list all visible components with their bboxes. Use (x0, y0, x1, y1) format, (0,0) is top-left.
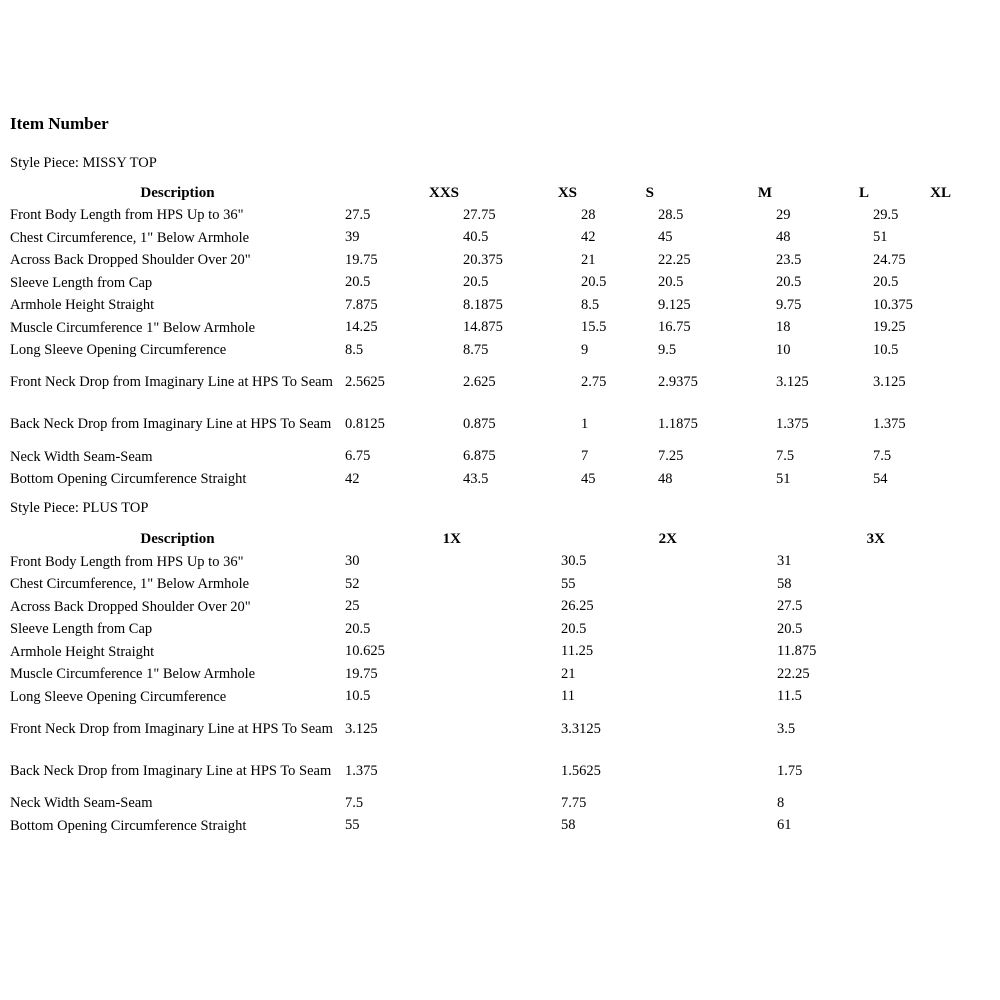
measurement-value: 1.375 (873, 416, 906, 432)
plus-size-table (10, 529, 945, 838)
measurement-value: 6.75 (345, 448, 371, 465)
measurement-value: 9 (581, 341, 589, 358)
measurement-value: 2.5625 (345, 374, 385, 390)
measurement-value: 51 (776, 470, 791, 487)
measurement-value: 1.1875 (658, 416, 698, 432)
measurement-value: 27.75 (463, 206, 496, 223)
measurement-value: 42 (581, 229, 596, 246)
measurement-value: 43.5 (463, 470, 489, 487)
plus-table-row (10, 596, 945, 619)
measurement-description: Bottom Opening Circumference Straight (10, 471, 247, 488)
measurement-value: 18 (776, 319, 791, 336)
measurement-description: Front Neck Drop from Imaginary Line at HPS To Seam (10, 720, 333, 737)
measurement-value: 8.5 (345, 341, 364, 358)
measurement-value: 30 (345, 553, 360, 570)
measurement-value: 52 (345, 575, 360, 592)
measurement-value: 20.5 (777, 620, 803, 637)
measurement-value: 0.875 (463, 416, 496, 432)
measurement-value: 1.75 (777, 762, 803, 779)
measurement-value: 55 (561, 575, 576, 592)
plus-table-row (10, 686, 945, 709)
missy-table-row (10, 204, 955, 227)
measurement-value: 20.5 (658, 274, 684, 291)
missy-header-size: S (645, 184, 654, 201)
measurement-value: 45 (581, 470, 596, 487)
plus-table-row (10, 618, 945, 641)
measurement-value: 7.75 (561, 794, 587, 811)
measurement-value: 1.375 (776, 416, 809, 432)
missy-table-row (10, 317, 955, 340)
measurement-value: 26.25 (561, 598, 594, 615)
measurement-description: Armhole Height Straight (10, 643, 155, 660)
measurement-value: 7.5 (776, 448, 795, 465)
measurement-value: 20.375 (463, 251, 503, 268)
measurement-value: 42 (345, 470, 360, 487)
measurement-value: 20.5 (776, 274, 802, 291)
measurement-description: Chest Circumference, 1" Below Armhole (10, 229, 250, 246)
measurement-value: 11.25 (561, 643, 594, 660)
measurement-value: 19.25 (873, 319, 906, 336)
measurement-value: 3.5 (777, 720, 796, 737)
plus-table-row (10, 792, 945, 815)
measurement-value: 8 (777, 794, 785, 811)
measurement-value: 31 (777, 553, 792, 570)
measurement-value: 19.75 (345, 665, 378, 682)
measurement-value: 45 (658, 229, 673, 246)
measurement-description: Back Neck Drop from Imaginary Line at HPS To Seam (10, 762, 332, 779)
measurement-value: 58 (777, 575, 792, 592)
measurement-value: 1.5625 (561, 762, 601, 779)
measurement-value: 7.25 (658, 448, 684, 465)
plus-header-size: 2X (658, 531, 677, 547)
measurement-value: 9.5 (658, 341, 677, 358)
measurement-value: 21 (581, 251, 596, 268)
measurement-value: 8.75 (463, 341, 489, 358)
missy-header-size: M (757, 184, 772, 201)
missy-table-row (10, 272, 955, 295)
measurement-description: Back Neck Drop from Imaginary Line at HPS To Seam (10, 416, 332, 433)
measurement-value: 7.875 (345, 296, 378, 313)
measurement-value: 48 (776, 229, 791, 246)
missy-style-label: Style Piece: MISSY TOP (10, 155, 157, 171)
plus-table-row (10, 573, 945, 596)
missy-table-row (10, 404, 955, 446)
measurement-description: Front Neck Drop from Imaginary Line at HPS To Seam (10, 374, 333, 391)
measurement-value: 19.75 (345, 251, 378, 268)
measurement-description: Chest Circumference, 1" Below Armhole (10, 576, 250, 593)
measurement-value: 2.9375 (658, 374, 698, 390)
measurement-value: 11.875 (777, 643, 817, 660)
missy-table-row (10, 339, 955, 362)
plus-header-size: 1X (442, 531, 461, 547)
measurement-value: 3.125 (873, 374, 906, 390)
measurement-value: 24.75 (873, 251, 906, 268)
page-title: Item Number (10, 114, 109, 133)
measurement-value: 55 (345, 817, 360, 834)
plus-table-row (10, 551, 945, 574)
measurement-value: 6.875 (463, 448, 496, 465)
measurement-description: Sleeve Length from Cap (10, 621, 153, 638)
measurement-value: 7.5 (873, 448, 892, 465)
missy-header-size: L (858, 184, 869, 201)
measurement-value: 20.5 (873, 274, 899, 291)
measurement-value: 20.5 (463, 274, 489, 291)
measurement-value: 51 (873, 229, 888, 246)
measurement-value: 23.5 (776, 251, 802, 268)
measurement-value: 11 (561, 688, 575, 705)
measurement-value: 25 (345, 598, 360, 615)
measurement-value: 1 (581, 416, 589, 432)
measurement-value: 27.5 (777, 598, 803, 615)
missy-header-size: XXS (428, 184, 459, 201)
measurement-value: 11.5 (777, 688, 802, 705)
measurement-description: Across Back Dropped Shoulder Over 20" (10, 598, 251, 615)
measurement-description: Long Sleeve Opening Circumference (10, 342, 227, 359)
measurement-value: 10.5 (345, 688, 371, 705)
measurement-value: 2.625 (463, 374, 496, 390)
measurement-description: Neck Width Seam-Seam (10, 448, 153, 465)
measurement-value: 10.375 (873, 296, 913, 313)
measurement-value: 58 (561, 817, 576, 834)
measurement-value: 27.5 (345, 206, 371, 223)
measurement-value: 61 (777, 817, 792, 834)
missy-table-row (10, 249, 955, 272)
measurement-value: 16.75 (658, 319, 691, 336)
measurement-value: 20.5 (345, 620, 371, 637)
missy-table-row (10, 294, 955, 317)
measurement-value: 9.125 (658, 296, 691, 313)
measurement-value: 15.5 (581, 319, 607, 336)
plus-table-row (10, 750, 945, 792)
measurement-value: 3.125 (776, 374, 809, 390)
measurement-description: Armhole Height Straight (10, 297, 155, 314)
measurement-value: 8.5 (581, 296, 600, 313)
measurement-value: 14.875 (463, 319, 503, 336)
measurement-value: 10.5 (873, 341, 899, 358)
measurement-value: 20.5 (345, 274, 371, 291)
missy-header-row (10, 182, 955, 204)
plus-table-row (10, 663, 945, 686)
measurement-value: 30.5 (561, 553, 587, 570)
plus-table-row (10, 815, 945, 838)
measurement-value: 14.25 (345, 319, 378, 336)
measurement-value: 48 (658, 470, 673, 487)
measurement-value: 22.25 (658, 251, 691, 268)
plus-header-size: 3X (866, 531, 885, 547)
measurement-value: 28.5 (658, 206, 684, 223)
missy-size-table (10, 182, 955, 491)
measurement-value: 2.75 (581, 374, 607, 390)
measurement-value: 21 (561, 665, 576, 682)
measurement-value: 28 (581, 206, 596, 223)
measurement-value: 3.125 (345, 720, 378, 737)
plus-header-row (10, 529, 945, 551)
measurement-value: 20.5 (561, 620, 587, 637)
measurement-value: 39 (345, 229, 360, 246)
measurement-value: 9.75 (776, 296, 802, 313)
measurement-value: 29.5 (873, 206, 899, 223)
missy-header-size: XS (557, 184, 577, 201)
missy-header-size: XL (930, 184, 951, 201)
missy-table-row (10, 227, 955, 250)
plus-header-description: Description (140, 531, 215, 547)
measurement-description: Long Sleeve Opening Circumference (10, 688, 227, 705)
missy-header-description: Description (140, 184, 215, 201)
plus-style-label: Style Piece: PLUS TOP (10, 499, 149, 516)
measurement-value: 10 (776, 341, 791, 358)
measurement-description: Bottom Opening Circumference Straight (10, 817, 247, 834)
measurement-value: 22.25 (777, 665, 810, 682)
missy-table-row (10, 468, 955, 491)
spec-sheet (10, 114, 990, 837)
measurement-description: Neck Width Seam-Seam (10, 795, 153, 812)
measurement-description: Muscle Circumference 1" Below Armhole (10, 666, 256, 683)
measurement-value: 54 (873, 470, 888, 487)
plus-table-row (10, 641, 945, 664)
measurement-value: 10.625 (345, 643, 385, 660)
missy-table-row (10, 446, 955, 469)
measurement-description: Front Body Length from HPS Up to 36" (10, 207, 244, 224)
measurement-value: 8.1875 (463, 296, 503, 313)
measurement-value: 7.5 (345, 794, 364, 811)
measurement-description: Sleeve Length from Cap (10, 274, 153, 291)
measurement-description: Across Back Dropped Shoulder Over 20" (10, 252, 251, 269)
measurement-value: 7 (581, 448, 589, 465)
measurement-value: 0.8125 (345, 416, 385, 432)
measurement-value: 3.3125 (561, 720, 601, 737)
measurement-value: 40.5 (463, 229, 489, 246)
plus-table-row (10, 708, 945, 750)
measurement-description: Muscle Circumference 1" Below Armhole (10, 319, 256, 336)
measurement-value: 29 (776, 206, 791, 223)
measurement-description: Front Body Length from HPS Up to 36" (10, 553, 244, 570)
measurement-value: 20.5 (581, 274, 607, 291)
measurement-value: 1.375 (345, 762, 378, 779)
missy-table-row (10, 362, 955, 404)
